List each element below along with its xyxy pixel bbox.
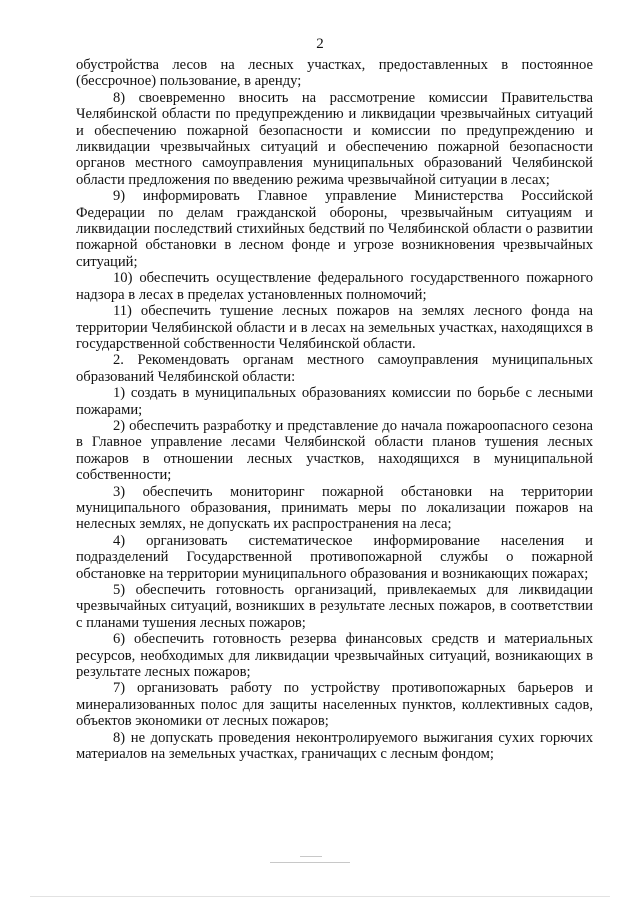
paragraph-continuation: обустройства лесов на лесных участках, предоставленных в постоянное (бессрочное) пользование, в аренду;	[76, 57, 593, 90]
document-body	[76, 57, 593, 762]
paragraph-sub-item-1: 1) создать в муниципальных образованиях комиссии по борьбе с лесными пожарами;	[76, 385, 593, 418]
scan-artifacts	[0, 850, 640, 905]
paragraph-item-8: 8) своевременно вносить на рассмотрение комиссии Правительства Челябинской области по предупреждению и ликвидации чрезвычайных ситуаций и обеспечению пожарной безопасности и комиссии по предупреждению и ликвидации чрезвычайных ситуаций и обеспечению пожарной безопасности органов местного самоуправления муниципальных образований Челябинской области предложения по введению режима чрезвычайной ситуации в лесах;	[76, 89, 593, 188]
page-number: 2	[316, 36, 324, 52]
paragraph-sub-item-2: 2) обеспечить разработку и представление до начала пожароопасного сезона в Главное управление лесами Челябинской области планов тушения лесных пожаров в отношении лесных участков, находящихся в муниципальной собственности;	[76, 417, 593, 484]
paragraph-sub-item-5: 5) обеспечить готовность организаций, привлекаемых для ликвидации чрезвычайных ситуаций, возникших в результате лесных пожаров, в соответствии с планами тушения лесных пожаров;	[76, 582, 593, 631]
paragraph-sub-item-8: 8) не допускать проведения неконтролируемого выжигания сухих горючих материалов на земельных участках, граничащих с лесным фондом;	[76, 729, 593, 763]
paragraph-sub-item-3: 3) обеспечить мониторинг пожарной обстановки на территории муниципального образования, принимать меры по локализации пожаров на нелесных землях, не допускать их распространения на леса;	[76, 483, 593, 533]
paragraph-item-9: 9) информировать Главное управление Министерства Российской Федерации по делам гражданской обороны, чрезвычайным ситуациям и ликвидации последствий стихийных бедствий по Челябинской области о развитии пожарной обстановки в лесном фонде и угрозе возникновения чрезвычайных ситуаций;	[76, 188, 593, 270]
paragraph-sub-item-6: 6) обеспечить готовность резерва финансовых средств и материальных ресурсов, необходимых для ликвидации чрезвычайных ситуаций, возникающих в результате лесных пожаров;	[76, 631, 593, 681]
paragraph-sub-item-7: 7) организовать работу по устройству противопожарных барьеров и минерализованных полос для защиты населенных пунктов, коллективных садов, объектов экономики от лесных пожаров;	[76, 680, 593, 730]
paragraph-item-11: 11) обеспечить тушение лесных пожаров на землях лесного фонда на территории Челябинской области и в лесах на земельных участках, находящихся в государственной собственности Челябинской области.	[76, 303, 593, 352]
paragraph-sub-item-4: 4) организовать систематическое информирование населения и подразделений Государственной противопожарной службы о пожарной обстановке на территории муниципального образования и возникающих пожарах;	[76, 532, 593, 582]
paragraph-section-2: 2. Рекомендовать органам местного самоуправления муниципальных образований Челябинской области:	[76, 352, 593, 385]
paragraph-item-10: 10) обеспечить осуществление федерального государственного пожарного надзора в лесах в пределах установленных полномочий;	[76, 270, 593, 303]
